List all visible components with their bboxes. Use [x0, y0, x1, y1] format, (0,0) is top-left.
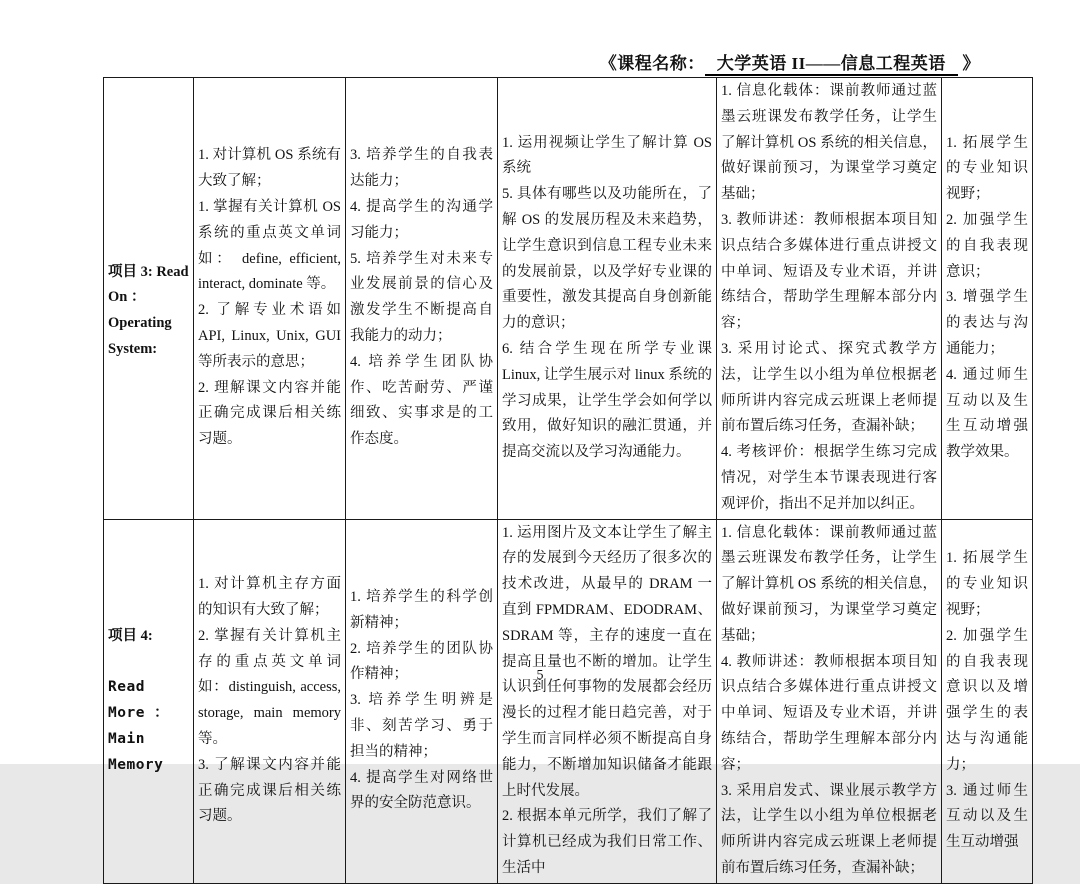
ability-goals-cell: 3. 培养学生的自我表达能力； 4. 提高学生的沟通学习能力； 5. 培养学生对未来专业发展前景的信心及激发学生不断提高自我能力的动力； 4. 培养学生团队协作、吃苦耐劳、严谨细致、实事求是的工作态度。: [346, 78, 498, 520]
course-title-label: 《课程名称：: [599, 54, 705, 73]
page-number: 5: [536, 668, 544, 683]
teaching-methods-cell: 1. 信息化载体：课前教师通过蓝墨云班课发布教学任务，让学生了解计算机 OS 系统的相关信息，做好课前预习，为课堂学习奠定基础； 3. 教师讲述：教师根据本项目知识点结合多媒体进行重点讲授文中单词、短语及专业术语，并讲练结合，帮助学生理解本部分内容； 3. 采用讨论式、探究式教学方法，让学生以小组为单位根据老师所讲内容完成云班课上老师提前布置后练习任务，查漏补缺； 4. 考核评价：根据学生练习完成情况，对学生本节课表现进行客观评价，指出不足并加以纠正。: [717, 78, 942, 520]
course-title-close-bracket: 》: [962, 54, 980, 73]
ideology-content-cell: 1. 运用视频让学生了解计算 OS 系统 5. 具体有哪些以及功能所在，了解 OS 的发展历程及未来趋势，让学生意识到信息工程专业未来的发展前景，以及学好专业课的重要性，激发其提高自身创新能力的意识； 6. 结合学生现在所学专业课 Linux, 让学生展示对 linux 系统的学习成果，让学生学会如何学以致用，做好知识的融汇贯通，并提高交流以及学习沟通能力。: [498, 78, 717, 520]
syllabus-row-project-3: [104, 78, 1033, 520]
expected-effects-cell: 1. 拓展学生的专业知识视野； 2. 加强学生的自我表现意识以及增强学生的表达与沟通能力； 3. 通过师生互动以及生生互动增强: [942, 519, 1033, 883]
ability-goals-cell: 1. 培养学生的科学创新精神； 2. 培养学生的团队协作精神； 3. 培养学生明辨是非、刻苦学习、勇于担当的精神； 4. 提高学生对网络世界的安全防范意识。: [346, 519, 498, 883]
project-name: 项目 3: Read On ： Operating System:: [108, 263, 189, 357]
course-name-underlined: 大学英语 II——信息工程英语: [705, 54, 958, 76]
project-name: 项目 4:: [108, 627, 153, 644]
course-title-header: [600, 49, 980, 74]
project-cell: [104, 78, 194, 520]
knowledge-goals-cell: 1. 对计算机 OS 系统有大致了解； 1. 掌握有关计算机 OS 系统的重点英文单词如： define, efficient, interact, dominate 等。 2. 了解专业术语如 API, Linux, Unix, GUI 等所表示的意思； 2. 理解课文内容并能正确完成课后相关练习题。: [194, 78, 346, 520]
syllabus-table: [103, 77, 1033, 884]
ideology-content-cell: 1. 运用图片及文本让学生了解主存的发展到今天经历了很多次的技术改进，从最早的 DRAM 一直到 FPMDRAM、EDODRAM、SDRAM 等，主存的速度一直在提高且量也不断的增加。让学生认识到任何事物的发展都会经历漫长的过程才能日趋完善，对于学生而言同样必须不断提高自身能力，不断增加知识储备才能跟上时代发展。 2. 根据本单元所学，我们了解了计算机已经成为我们日常工作、生活中: [498, 519, 717, 883]
syllabus-row-project-4: [104, 519, 1033, 883]
project-subtitle: Read More ： Main Memory: [108, 679, 170, 773]
knowledge-goals-cell: 1. 对计算机主存方面的知识有大致了解； 2. 掌握有关计算机主存的重点英文单词如：distinguish, access, storage, main memory 等。 3. 了解课文内容并能正确完成课后相关练习题。: [194, 519, 346, 883]
project-cell: [104, 519, 194, 883]
teaching-methods-cell: 1. 信息化载体：课前教师通过蓝墨云班课发布教学任务，让学生了解计算机 OS 系统的相关信息，做好课前预习，为课堂学习奠定基础； 4. 教师讲述：教师根据本项目知识点结合多媒体进行重点讲授文中单词、短语及专业术语，并讲练结合，帮助学生理解本部分内容； 3. 采用启发式、课业展示教学方法，让学生以小组为单位根据老师所讲内容完成云班课上老师提前布置后练习任务，查漏补缺；: [717, 519, 942, 883]
expected-effects-cell: 1. 拓展学生的专业知识视野； 2. 加强学生的自我表现意识； 3. 增强学生的表达与沟通能力； 4. 通过师生互动以及生生互动增强教学效果。: [942, 78, 1033, 520]
